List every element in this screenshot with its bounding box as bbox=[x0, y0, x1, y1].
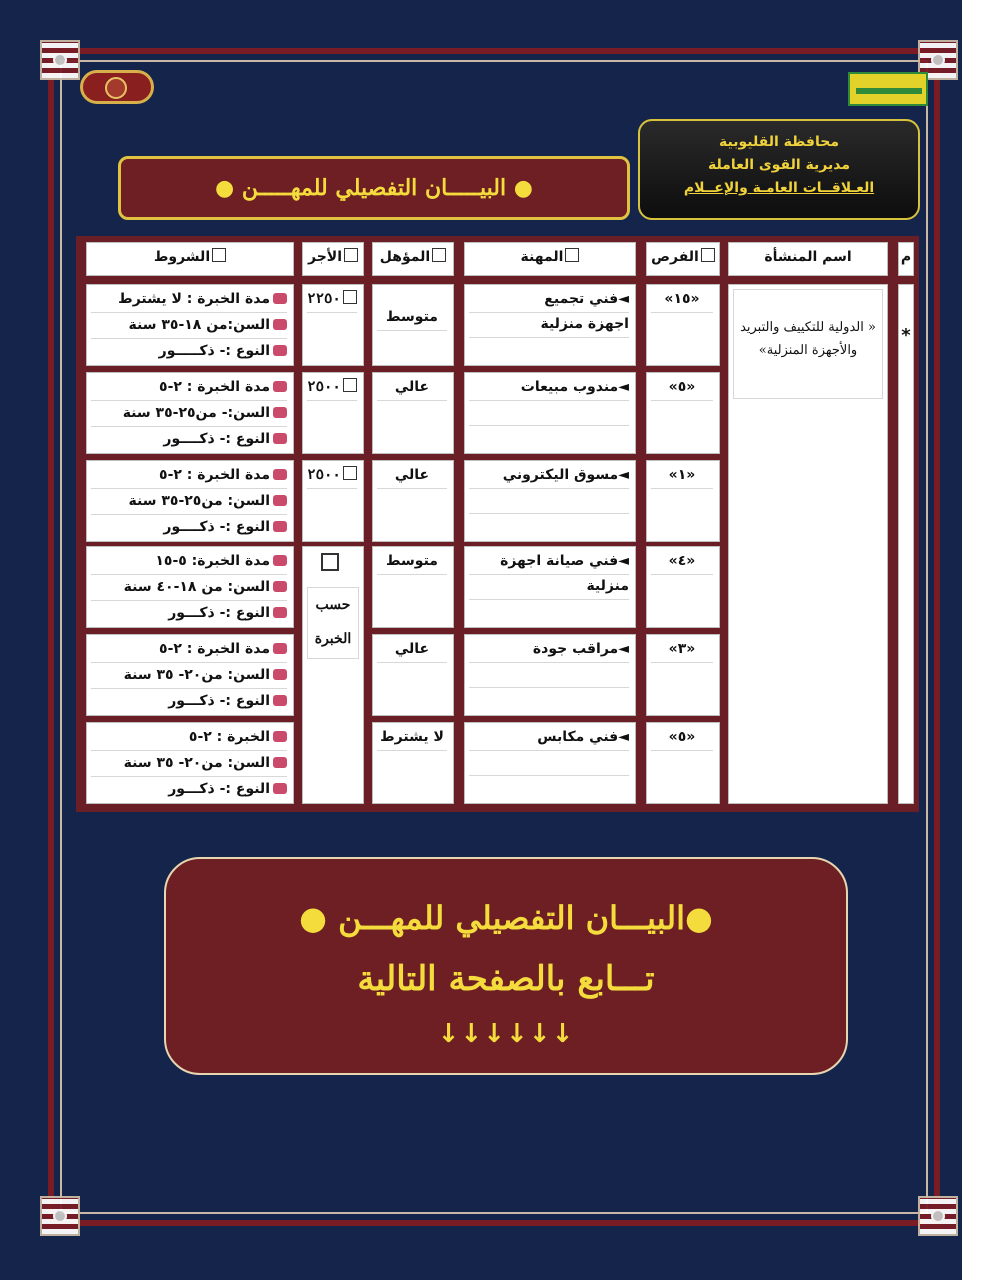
job-title-continued: اجهزة منزلية bbox=[469, 312, 629, 338]
bullet-icon bbox=[273, 319, 287, 330]
salary-cell bbox=[302, 460, 364, 542]
condition-age: السن: من٢٠- ٣٥ سنة bbox=[91, 751, 287, 777]
condition-gender: النوع :- ذكـــور bbox=[91, 601, 287, 626]
job-cell bbox=[464, 284, 636, 366]
salary-by-experience: حسب الخبرة bbox=[307, 587, 359, 659]
condition-gender: النوع :- ذكــــور bbox=[91, 427, 287, 452]
qualification-value: عالي bbox=[377, 637, 447, 663]
salary-cell-merged bbox=[302, 546, 364, 804]
page-title: ● البيـــــان التفصيلي للمهـــــن ● bbox=[215, 175, 533, 201]
jobs-table bbox=[76, 236, 919, 812]
qualification-value: لا يشترط bbox=[377, 725, 447, 751]
vacancies-cell bbox=[646, 634, 720, 716]
vacancies-cell bbox=[646, 722, 720, 804]
condition-age: السن: من٢٠- ٣٥ سنة bbox=[91, 663, 287, 689]
bullet-icon bbox=[273, 495, 287, 506]
job-title-continued bbox=[469, 488, 629, 514]
company-cell bbox=[728, 284, 888, 804]
index-cell: * bbox=[898, 284, 914, 804]
vacancies-value: «٤» bbox=[651, 549, 713, 575]
qualification-value: عالي bbox=[377, 463, 447, 489]
job-cell bbox=[464, 722, 636, 804]
bullet-icon bbox=[273, 345, 287, 356]
qualification-cell bbox=[372, 372, 454, 454]
bullet-icon bbox=[273, 607, 287, 618]
salary-cell bbox=[302, 372, 364, 454]
qualification-cell bbox=[372, 460, 454, 542]
ministry-logo bbox=[80, 70, 154, 104]
job-title: ◄مسوق اليكتروني bbox=[469, 463, 629, 489]
header-company: اسم المنشأة bbox=[728, 242, 888, 276]
job-title: ◄فني تجميع bbox=[469, 287, 629, 313]
down-arrows: ↓↓↓↓↓↓ bbox=[437, 1019, 575, 1049]
checkbox-icon bbox=[321, 553, 339, 571]
qualification-value: عالي bbox=[377, 375, 447, 401]
condition-experience: مدة الخبرة : لا يشترط bbox=[91, 287, 287, 313]
bullet-icon bbox=[273, 555, 287, 566]
qualification-cell bbox=[372, 284, 454, 366]
bullet-icon bbox=[273, 407, 287, 418]
conditions-cell bbox=[86, 546, 294, 628]
condition-gender: النوع :- ذكـــــور bbox=[91, 339, 287, 364]
job-cell bbox=[464, 460, 636, 542]
continuation-box bbox=[164, 857, 848, 1075]
job-title: ◄فني صيانة اجهزة bbox=[469, 549, 629, 575]
org-line-governorate: محافظة القليوبية bbox=[719, 134, 839, 150]
org-line-directorate: مديرية القوى العاملة bbox=[707, 157, 851, 173]
salary-value: ٢٢٥٠ bbox=[307, 287, 357, 313]
job-title: ◄مندوب مبيعات bbox=[469, 375, 629, 401]
condition-age: السن:- من٢٥-٣٥ سنة bbox=[91, 401, 287, 427]
job-cell bbox=[464, 372, 636, 454]
job-title-continued bbox=[469, 662, 629, 688]
job-cell bbox=[464, 634, 636, 716]
continuation-note: تـــابع بالصفحة التالية bbox=[357, 959, 655, 999]
job-title-continued: منزلية bbox=[469, 574, 629, 600]
bullet-icon bbox=[273, 521, 287, 532]
header-job: المهنة bbox=[464, 242, 636, 276]
vacancies-cell bbox=[646, 372, 720, 454]
bullet-icon bbox=[273, 757, 287, 768]
conditions-cell bbox=[86, 634, 294, 716]
conditions-cell bbox=[86, 284, 294, 366]
bullet-icon bbox=[273, 381, 287, 392]
qualification-value: متوسط bbox=[377, 549, 447, 575]
qualification-value: متوسط bbox=[377, 305, 447, 331]
company-name: « الدولية للتكييف والتبريد والأجهزة المنزلية» bbox=[733, 289, 883, 399]
salary-cell bbox=[302, 284, 364, 366]
vacancies-value: «٥» bbox=[651, 375, 713, 401]
vacancies-value: «٣» bbox=[651, 637, 713, 663]
qualification-cell bbox=[372, 634, 454, 716]
condition-experience: مدة الخبرة : ٢-٥ bbox=[91, 375, 287, 401]
bullet-icon bbox=[273, 643, 287, 654]
salary-value: ٢٥٠٠ bbox=[307, 375, 357, 401]
header-salary: الأجر bbox=[302, 242, 364, 276]
job-title-continued bbox=[469, 750, 629, 776]
frame-corner-bottom-right bbox=[918, 1196, 958, 1236]
job-title: ◄مراقب جودة bbox=[469, 637, 629, 663]
frame-corner-bottom-left bbox=[40, 1196, 80, 1236]
qualification-cell bbox=[372, 546, 454, 628]
bullet-icon bbox=[273, 433, 287, 444]
condition-experience: مدة الخبرة : ٢-٥ bbox=[91, 637, 287, 663]
job-cell bbox=[464, 546, 636, 628]
continuation-title: ●البيـــان التفصيلي للمهـــن ● bbox=[299, 899, 713, 937]
bullet-icon bbox=[273, 469, 287, 480]
vacancies-value: «٥» bbox=[651, 725, 713, 751]
condition-gender: النوع :- ذكـــور bbox=[91, 777, 287, 802]
header-vacancies: الفرص bbox=[646, 242, 720, 276]
header-conditions: الشروط bbox=[86, 242, 294, 276]
vacancies-cell bbox=[646, 460, 720, 542]
condition-experience: مدة الخبرة: ٥-١٥ bbox=[91, 549, 287, 575]
vacancies-value: «١٥» bbox=[651, 287, 713, 313]
header-qualification: المؤهل bbox=[372, 242, 454, 276]
salary-value: ٢٥٠٠ bbox=[307, 463, 357, 489]
vacancies-cell bbox=[646, 284, 720, 366]
condition-experience: الخبرة : ٢-٥ bbox=[91, 725, 287, 751]
condition-age: السن: من٢٥-٣٥ سنة bbox=[91, 489, 287, 515]
conditions-cell bbox=[86, 460, 294, 542]
condition-gender: النوع :- ذكــــور bbox=[91, 515, 287, 540]
condition-gender: النوع :- ذكـــور bbox=[91, 689, 287, 714]
page-title-box bbox=[118, 156, 630, 220]
bullet-icon bbox=[273, 731, 287, 742]
header-index: م bbox=[898, 242, 914, 276]
vacancies-cell bbox=[646, 546, 720, 628]
conditions-cell bbox=[86, 372, 294, 454]
qualification-cell bbox=[372, 722, 454, 804]
bullet-icon bbox=[273, 581, 287, 592]
vacancies-value: «١» bbox=[651, 463, 713, 489]
conditions-cell bbox=[86, 722, 294, 804]
bullet-icon bbox=[273, 695, 287, 706]
bullet-icon bbox=[273, 783, 287, 794]
governorate-logo bbox=[848, 72, 928, 106]
job-title: ◄فني مكابس bbox=[469, 725, 629, 751]
org-line-department: العـلاقــات العامـة والإعــلام bbox=[683, 180, 875, 196]
bullet-icon bbox=[273, 293, 287, 304]
bullet-icon bbox=[273, 669, 287, 680]
condition-age: السن:من ١٨-٣٥ سنة bbox=[91, 313, 287, 339]
frame-corner-top-left bbox=[40, 40, 80, 80]
condition-age: السن: من ١٨-٤٠ سنة bbox=[91, 575, 287, 601]
organization-header bbox=[638, 119, 920, 220]
condition-experience: مدة الخبرة : ٢-٥ bbox=[91, 463, 287, 489]
job-title-continued bbox=[469, 400, 629, 426]
